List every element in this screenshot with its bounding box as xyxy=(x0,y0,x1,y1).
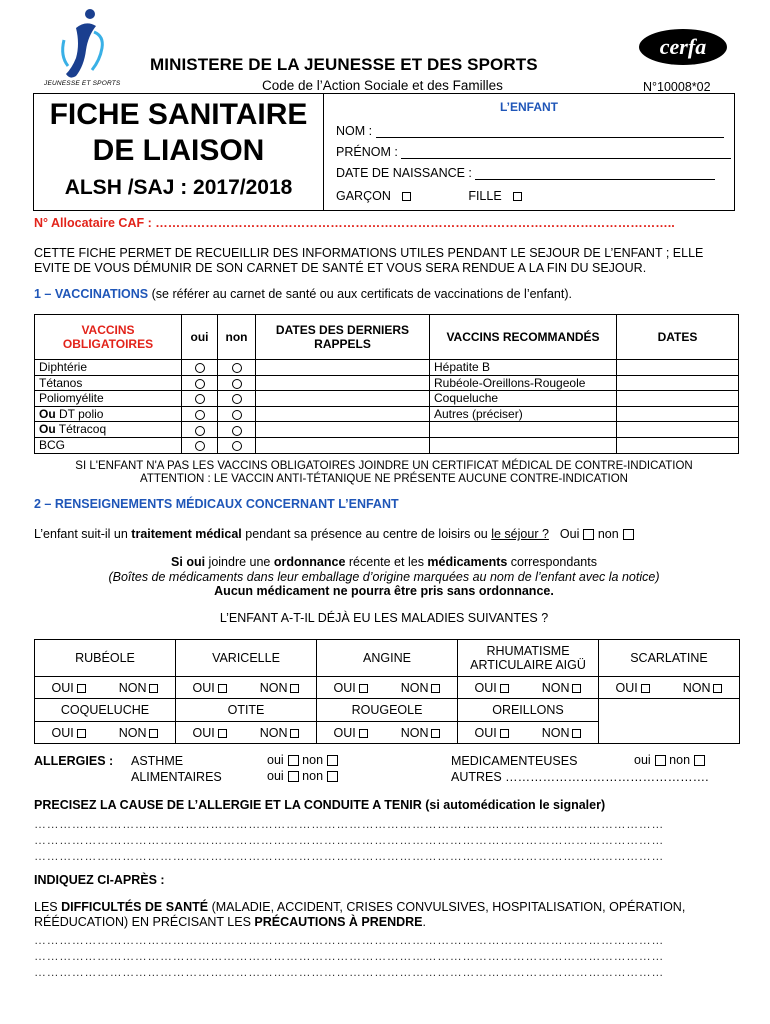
diseases-question: L’ENFANT A-T-IL DÉJÀ EU LES MALADIES SUIVANTES ? xyxy=(219,611,549,625)
disease-coqueluche: COQUELUCHE xyxy=(35,699,176,722)
logo-caption: JEUNESSE ET SPORTS xyxy=(44,80,121,87)
date-cell[interactable] xyxy=(617,375,739,391)
medicamenteuses-oui-checkbox[interactable] xyxy=(655,755,666,766)
oui-checkbox[interactable] xyxy=(359,729,368,738)
non-checkbox[interactable] xyxy=(149,729,158,738)
nom-row xyxy=(336,124,724,138)
non-checkbox[interactable] xyxy=(149,684,158,693)
date-cell[interactable] xyxy=(617,406,739,422)
title-line-3: ALSH /SAJ : 2017/2018 xyxy=(64,176,293,199)
oui-radio-cell[interactable] xyxy=(182,437,218,453)
date-cell[interactable] xyxy=(617,422,739,438)
allergy-medicamenteuses: MEDICAMENTEUSES xyxy=(451,754,578,768)
recommended-cell: Rubéole-Oreillons-Rougeole xyxy=(430,375,617,391)
non-checkbox[interactable] xyxy=(431,729,440,738)
asthme-choice: oui non xyxy=(267,753,338,767)
title-line-1: FICHE SANITAIRE xyxy=(49,98,308,131)
medical-heading: 2 – RENSEIGNEMENTS MÉDICAUX CONCERNANT L’ENFANT xyxy=(34,497,399,511)
table-row xyxy=(35,391,739,407)
allergy-line-3[interactable]: …………………………………………………………………………………………………………………………………… xyxy=(34,849,664,863)
disease-options: OUI NON xyxy=(35,722,176,744)
non-radio-cell[interactable] xyxy=(218,437,256,453)
vaccine-cell: Poliomyélite xyxy=(35,391,182,407)
disease-options: OUI NON xyxy=(458,722,599,744)
prenom-label: PRÉNOM : xyxy=(336,145,398,159)
allergy-line-2[interactable]: …………………………………………………………………………………………………………………………………… xyxy=(34,833,664,847)
oui-radio xyxy=(195,394,205,404)
non-checkbox[interactable] xyxy=(713,684,722,693)
asthme-oui-checkbox[interactable] xyxy=(288,755,299,766)
vaccine-cell: Tétanos xyxy=(35,375,182,391)
naissance-row xyxy=(336,166,715,180)
prenom-field[interactable] xyxy=(401,147,731,159)
table-row xyxy=(35,375,739,391)
difficulties-line-1[interactable]: …………………………………………………………………………………………………………………………………… xyxy=(34,933,664,947)
alimentaires-choice: oui non xyxy=(267,769,338,783)
disease-oreillons: OREILLONS xyxy=(458,699,599,722)
vaccinations-table xyxy=(34,314,739,454)
date-cell[interactable] xyxy=(617,360,739,376)
allergy-line-1[interactable]: …………………………………………………………………………………………………………………………………… xyxy=(34,817,664,831)
disease-options: OUI NON xyxy=(599,677,740,699)
asthme-non-checkbox[interactable] xyxy=(327,755,338,766)
treatment-non-label: non xyxy=(597,527,619,541)
disease-options: OUI NON xyxy=(176,722,317,744)
cerfa-logo-text: cerfa xyxy=(659,34,707,59)
oui-checkbox[interactable] xyxy=(218,729,227,738)
recommended-cell xyxy=(430,437,617,453)
rappel-cell[interactable] xyxy=(256,406,430,422)
alimentaires-non-checkbox[interactable] xyxy=(327,771,338,782)
rappel-cell[interactable] xyxy=(256,422,430,438)
nom-label: NOM : xyxy=(336,124,373,138)
non-radio-cell[interactable] xyxy=(218,406,256,422)
medicamenteuses-choice: oui non xyxy=(634,753,705,767)
allergy-asthme: ASTHME xyxy=(131,754,184,768)
treatment-oui-label: Oui xyxy=(559,527,580,541)
child-info-box xyxy=(324,93,735,211)
disease-rhumatisme: RHUMATISME ARTICULAIRE AIGÜ xyxy=(458,640,599,677)
oui-checkbox[interactable] xyxy=(500,684,509,693)
disease-options: OUI NON xyxy=(176,677,317,699)
vaccine-cell: BCG xyxy=(35,437,182,453)
vaccination-note-2: ATTENTION : LE VACCIN ANTI-TÉTANIQUE NE PRÉSENTE AUCUNE CONTRE-INDICATION xyxy=(140,473,628,485)
non-checkbox[interactable] xyxy=(572,729,581,738)
date-cell[interactable] xyxy=(617,391,739,407)
oui-radio-cell[interactable] xyxy=(182,360,218,376)
caf-number-field[interactable]: N° Allocataire CAF : …………………………………………………………………………………………………………….. xyxy=(34,216,675,230)
title-box xyxy=(33,93,324,211)
table-row xyxy=(35,360,739,376)
recommended-cell: Autres (préciser) xyxy=(430,406,617,422)
table-row xyxy=(35,406,739,422)
nom-field[interactable] xyxy=(376,126,724,138)
child-heading: L’ENFANT xyxy=(499,100,558,114)
allergy-alimentaires: ALIMENTAIRES xyxy=(131,770,222,784)
treatment-oui-checkbox[interactable] xyxy=(583,529,594,540)
medicamenteuses-non-checkbox[interactable] xyxy=(694,755,705,766)
treatment-question: L’enfant suit-il un traitement médical pendant sa présence au centre de loisirs ou le séjour ? Oui non xyxy=(34,527,634,541)
naissance-field[interactable] xyxy=(475,168,715,180)
non-radio-cell[interactable] xyxy=(218,360,256,376)
oui-radio xyxy=(195,426,205,436)
header-rappels: DATES DES DERNIERS RAPPELS xyxy=(256,315,430,360)
allergy-cause-heading: PRECISEZ LA CAUSE DE L’ALLERGIE ET LA CONDUITE A TENIR (si automédication le signaler) xyxy=(34,798,606,812)
disease-options: OUI NON xyxy=(35,677,176,699)
header-non: non xyxy=(218,315,256,360)
disease-options: OUI NON xyxy=(317,722,458,744)
vaccination-note-1: SI L'ENFANT N'A PAS LES VACCINS OBLIGATOIRES JOINDRE UN CERTIFICAT MÉDICAL DE CONTRE-INDICATION xyxy=(75,460,693,472)
header-obligatoires: VACCINS OBLIGATOIRES xyxy=(35,315,182,360)
oui-checkbox[interactable] xyxy=(218,684,227,693)
difficulties-line-2[interactable]: …………………………………………………………………………………………………………………………………… xyxy=(34,949,664,963)
vaccine-cell: Ou DT polio xyxy=(35,406,182,422)
disease-scarlatine: SCARLATINE xyxy=(599,640,740,677)
non-radio xyxy=(232,441,242,451)
alimentaires-oui-checkbox[interactable] xyxy=(288,771,299,782)
non-radio xyxy=(232,394,242,404)
oui-checkbox[interactable] xyxy=(500,729,509,738)
treatment-non-checkbox[interactable] xyxy=(623,529,634,540)
indiquez-heading: INDIQUEZ CI-APRÈS : xyxy=(34,873,165,887)
garcon-checkbox[interactable] xyxy=(402,192,411,201)
oui-radio xyxy=(195,379,205,389)
jeunesse-sports-logo xyxy=(46,6,126,88)
cerfa-logo xyxy=(638,28,728,66)
naissance-label: DATE DE NAISSANCE : xyxy=(336,166,472,180)
allergies-label: ALLERGIES : xyxy=(34,754,114,768)
oui-radio-cell[interactable] xyxy=(182,406,218,422)
oui-checkbox[interactable] xyxy=(641,684,650,693)
header-dates: DATES xyxy=(617,315,739,360)
non-radio-cell[interactable] xyxy=(218,375,256,391)
garcon-label: GARÇON xyxy=(336,189,391,203)
non-radio xyxy=(232,379,242,389)
disease-options: OUI NON xyxy=(317,677,458,699)
oui-radio xyxy=(195,363,205,373)
recommended-cell xyxy=(430,422,617,438)
title-line-2: DE LIAISON xyxy=(92,134,265,167)
empty-cell xyxy=(599,699,740,744)
allergy-autres[interactable]: AUTRES …………………………………………. xyxy=(451,770,709,784)
vaccinations-heading-num: 1 – VACCINATIONS xyxy=(34,287,149,301)
non-checkbox[interactable] xyxy=(290,729,299,738)
oui-radio-cell[interactable] xyxy=(182,422,218,438)
prenom-row xyxy=(336,145,731,159)
disease-angine: ANGINE xyxy=(317,640,458,677)
oui-radio-cell[interactable] xyxy=(182,391,218,407)
recommended-cell: Coqueluche xyxy=(430,391,617,407)
difficulties-line-3[interactable]: …………………………………………………………………………………………………………………………………… xyxy=(34,965,664,979)
vaccine-cell: Ou Tétracoq xyxy=(35,422,182,438)
rappel-cell[interactable] xyxy=(256,437,430,453)
disease-rougeole: ROUGEOLE xyxy=(317,699,458,722)
non-checkbox[interactable] xyxy=(290,684,299,693)
header-recommandes: VACCINS RECOMMANDÉS xyxy=(430,315,617,360)
rappel-cell[interactable] xyxy=(256,375,430,391)
ministry-title: MINISTERE DE LA JEUNESSE ET DES SPORTS xyxy=(150,55,538,74)
oui-radio xyxy=(195,441,205,451)
vaccine-cell: Diphtérie xyxy=(35,360,182,376)
diseases-table xyxy=(34,639,740,744)
oui-checkbox[interactable] xyxy=(77,729,86,738)
non-radio-cell[interactable] xyxy=(218,422,256,438)
header-oui: oui xyxy=(182,315,218,360)
oui-checkbox[interactable] xyxy=(77,684,86,693)
code-reference: Code de l’Action Sociale et des Familles xyxy=(262,78,503,93)
cerfa-number: N°10008*02 xyxy=(643,80,711,94)
table-row xyxy=(35,437,739,453)
non-radio xyxy=(232,410,242,420)
disease-otite: OTITE xyxy=(176,699,317,722)
ordonnance-text: Si oui joindre une ordonnance récente et les médicaments correspondants (Boîtes de médicaments dans leur emballage d’origine marquées au nom de l’enfant avec la notice) Aucun médicament ne pourra être pris sans ordonnance. xyxy=(108,555,660,598)
vaccinations-heading-rest: (se référer au carnet de santé ou aux certificats de vaccinations de l’enfant). xyxy=(148,287,572,301)
non-radio xyxy=(232,363,242,373)
non-radio-cell[interactable] xyxy=(218,391,256,407)
fille-checkbox[interactable] xyxy=(513,192,522,201)
date-cell[interactable] xyxy=(617,437,739,453)
disease-rubeole: RUBÉOLE xyxy=(35,640,176,677)
vaccinations-heading xyxy=(34,287,572,301)
oui-radio xyxy=(195,410,205,420)
non-checkbox[interactable] xyxy=(572,684,581,693)
fille-label: FILLE xyxy=(468,189,502,203)
non-radio xyxy=(232,426,242,436)
oui-checkbox[interactable] xyxy=(359,684,368,693)
difficulties-text: LES DIFFICULTÉS DE SANTÉ (MALADIE, ACCIDENT, CRISES CONVULSIVES, HOSPITALISATION, OPÉRATION, RÉÉDUCATION) EN PRÉCISANT LES PRÉCAUTIONS À PRENDRE. xyxy=(34,900,686,929)
recommended-cell: Hépatite B xyxy=(430,360,617,376)
table-row xyxy=(35,422,739,438)
non-checkbox[interactable] xyxy=(431,684,440,693)
vaccination-note xyxy=(34,460,734,486)
disease-options: OUI NON xyxy=(458,677,599,699)
rappel-cell[interactable] xyxy=(256,360,430,376)
rappel-cell[interactable] xyxy=(256,391,430,407)
oui-radio-cell[interactable] xyxy=(182,375,218,391)
intro-text: CETTE FICHE PERMET DE RECUEILLIR DES INFORMATIONS UTILES PENDANT LE SEJOUR DE L’ENFANT ; ELLE EVITE DE VOUS DÉMUNIR DE SON CARNET DE SANTÉ ET VOUS SERA RENDUE A LA FIN DU SEJOUR. xyxy=(34,246,704,275)
disease-varicelle: VARICELLE xyxy=(176,640,317,677)
sex-row xyxy=(336,189,522,203)
